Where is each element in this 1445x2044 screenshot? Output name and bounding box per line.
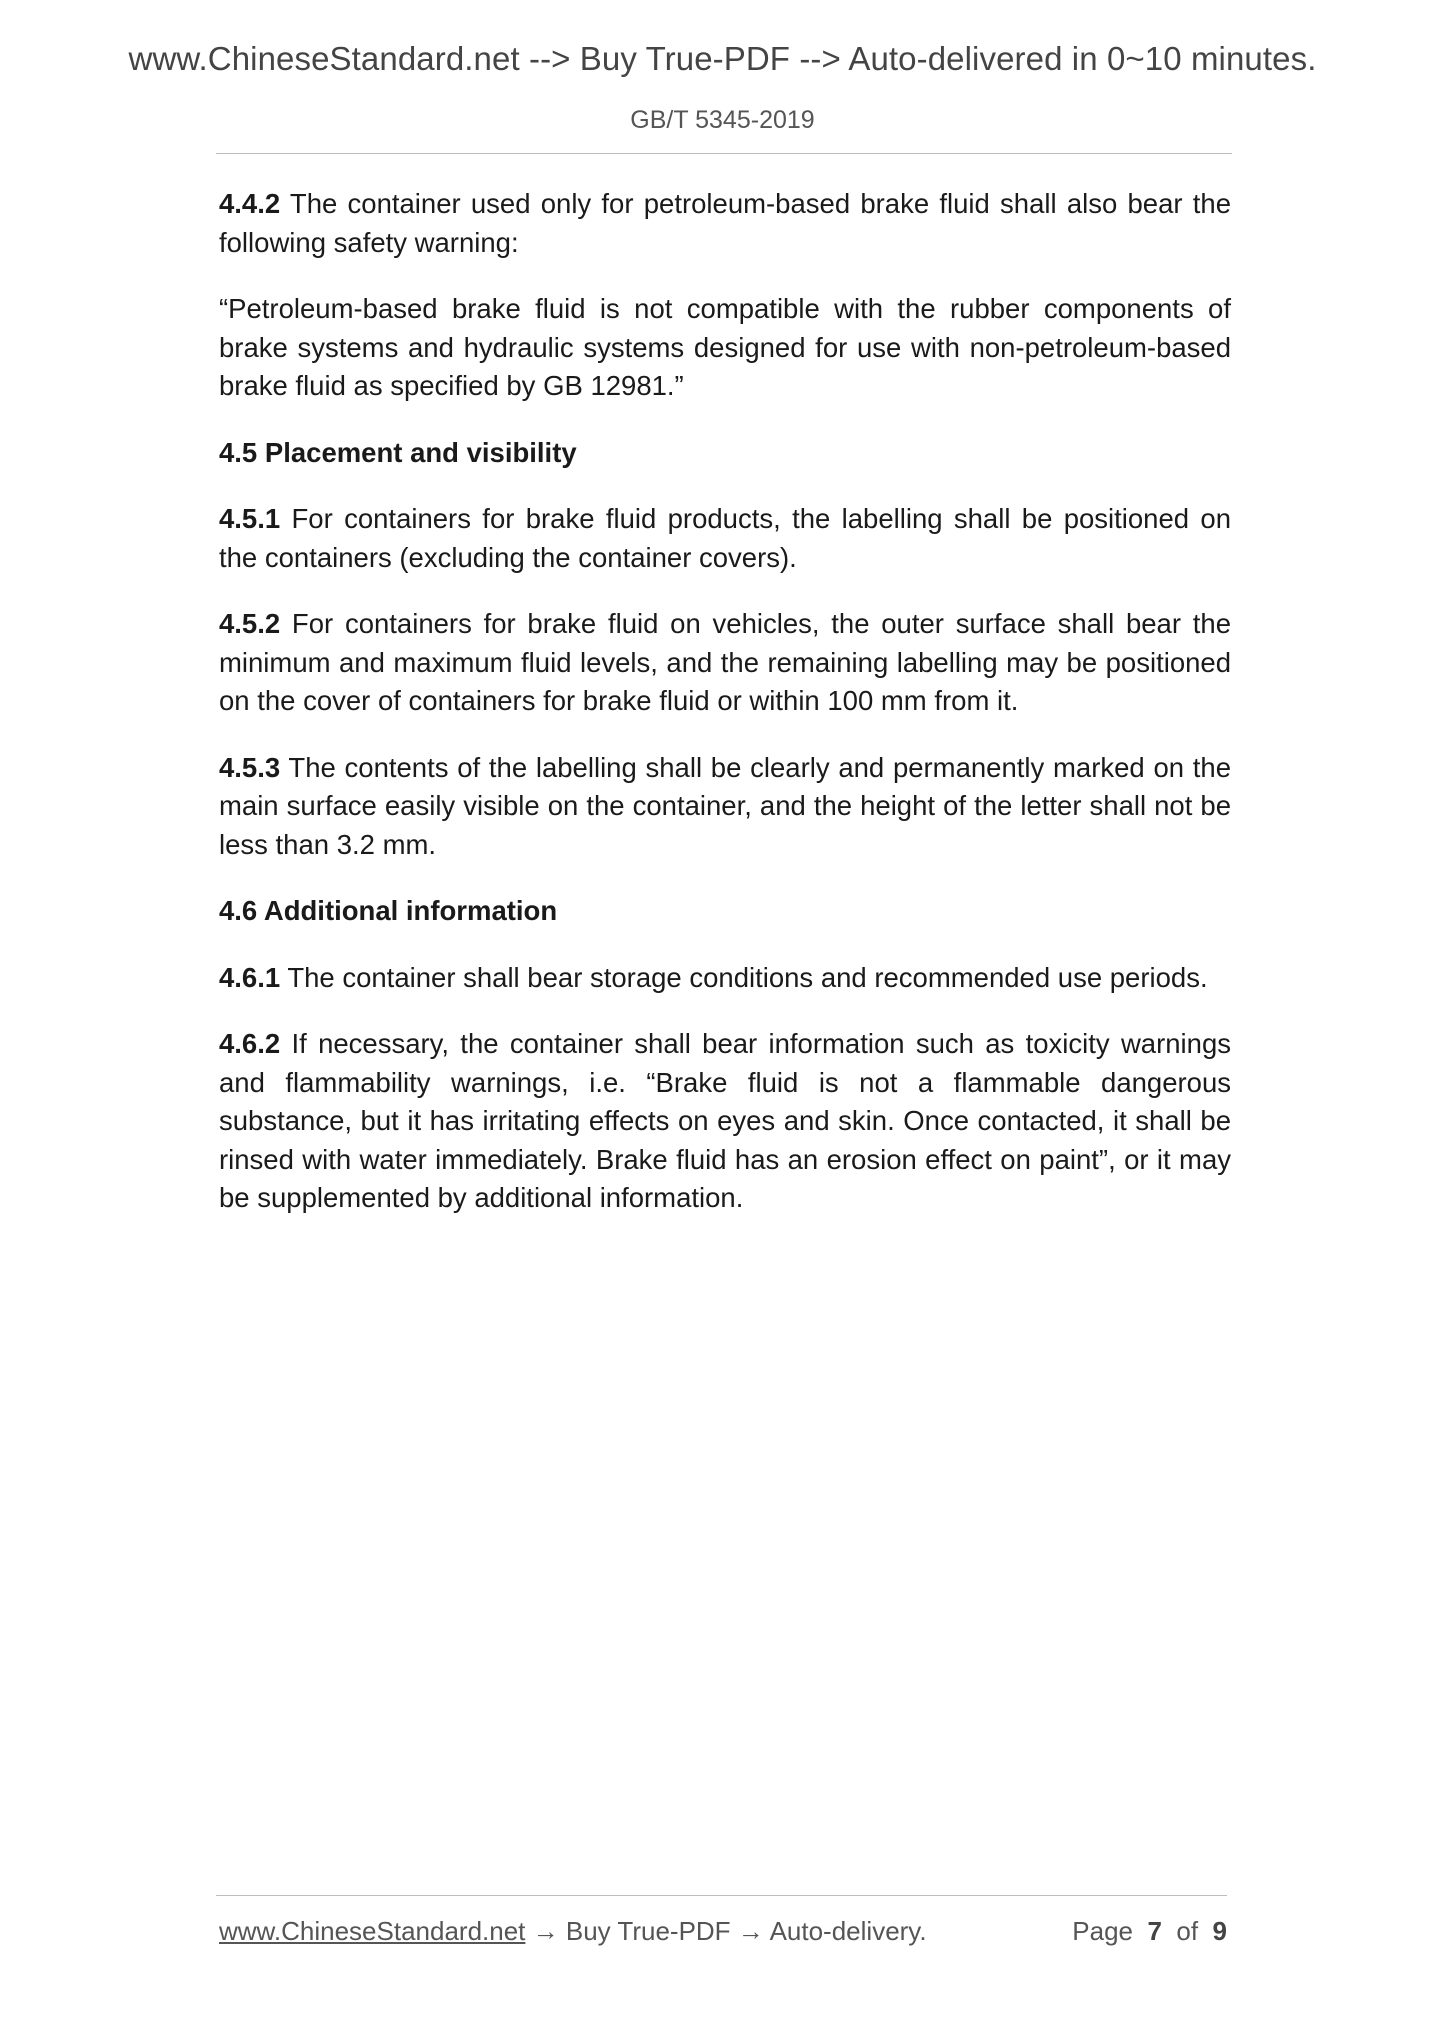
page-number: 7 <box>1147 1916 1162 1946</box>
footer-left <box>219 1916 927 1947</box>
clause-4-5-1 <box>219 500 1231 577</box>
page-label: Page <box>1072 1916 1134 1946</box>
clause-number: 4.6.1 <box>219 961 281 993</box>
clause-text: For containers for brake fluid products, the labelling shall be positioned on the containers (excluding the container covers). <box>219 503 1231 573</box>
top-banner: www.ChineseStandard.net --> Buy True-PDF --> Auto-delivered in 0~10 minutes. <box>128 40 1317 77</box>
section-heading-4-5: 4.5 Placement and visibility <box>219 436 577 468</box>
clause-number: 4.4.2 <box>219 188 281 219</box>
footer-site-link[interactable]: www.ChineseStandard.net <box>219 1916 526 1946</box>
safety-warning-quote: “Petroleum-based brake fluid is not compatible with the rubber components of brake systems and hydraulic systems designed for use with non-petroleum-based brake fluid as specified by GB 12981.” <box>219 293 1231 401</box>
clause-number: 4.5.2 <box>219 608 281 639</box>
clause-text: The container used only for petroleum-based brake fluid shall also bear the following safety warning: <box>219 188 1231 258</box>
page-total: 9 <box>1212 1916 1227 1946</box>
clause-4-5-3 <box>219 749 1231 865</box>
page-indicator <box>1072 1916 1227 1947</box>
clause-number: 4.5.3 <box>219 751 281 783</box>
page-footer <box>219 1916 1227 1947</box>
clause-4-6-2 <box>219 1025 1231 1218</box>
document-code: GB/T 5345-2019 <box>630 106 815 134</box>
clause-4-4-2 <box>219 185 1231 262</box>
clause-text: If necessary, the container shall bear information such as toxicity warnings and flammability warnings, i.e. “Brake fluid is not a flammable dangerous substance, but it has irritating effects on eyes and skin. Once contacted, it shall be rinsed with water immediately. Brake fluid has an erosion effect on paint”, or it may be supplemented by additional information. <box>219 1028 1231 1213</box>
clause-4-5-2 <box>219 605 1231 721</box>
footer-text: → Buy True-PDF → Auto-delivery. <box>525 1916 927 1946</box>
clause-number: 4.6.2 <box>219 1028 281 1059</box>
clause-number: 4.5.1 <box>219 503 281 534</box>
header-divider <box>216 153 1232 154</box>
clause-4-6-1 <box>219 959 1231 998</box>
clause-text: The contents of the labelling shall be clearly and permanently marked on the main surface easily visible on the container, and the height of the letter shall not be less than 3.2 mm. <box>219 751 1231 860</box>
of-label: of <box>1176 1916 1199 1946</box>
clause-text: The container shall bear storage conditions and recommended use periods. <box>280 961 1208 993</box>
document-body <box>219 185 1231 1246</box>
footer-divider <box>216 1895 1227 1896</box>
section-heading-4-6: 4.6 Additional information <box>219 895 558 926</box>
clause-text: For containers for brake fluid on vehicles, the outer surface shall bear the minimum and maximum fluid levels, and the remaining labelling may be positioned on the cover of containers for brake fluid or within 100 mm from it. <box>219 608 1231 716</box>
